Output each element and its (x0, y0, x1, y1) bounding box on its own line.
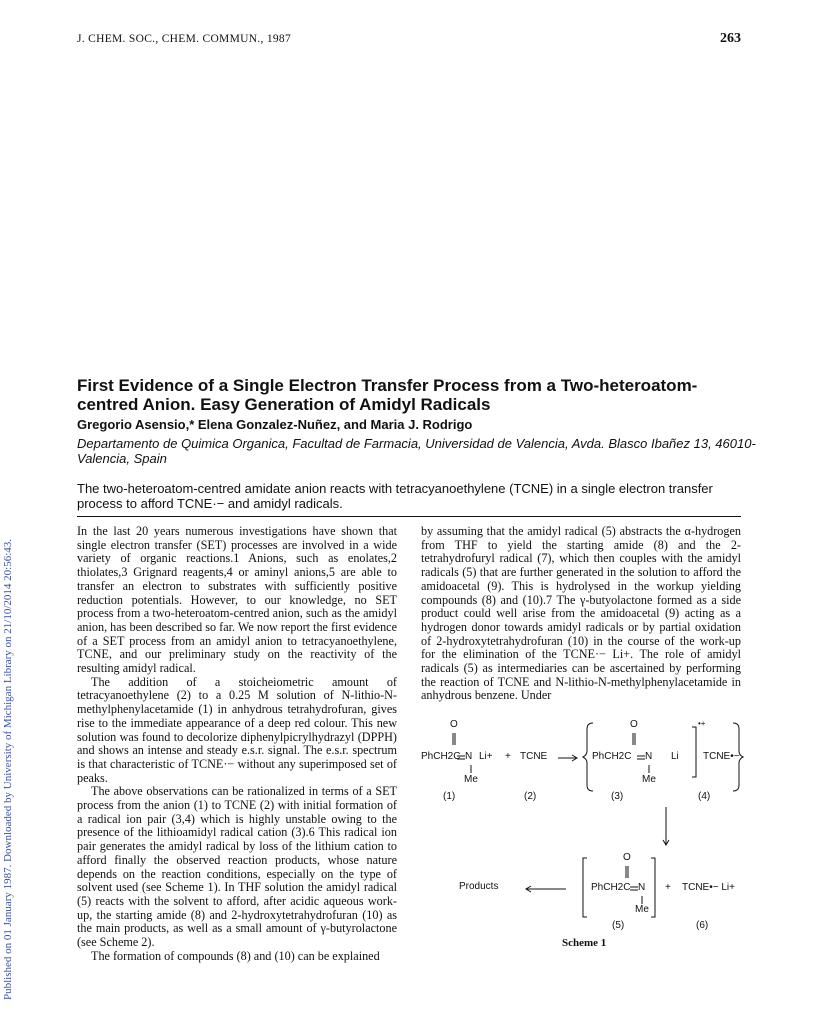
scheme-caption: Scheme 1 (562, 937, 607, 949)
nitrogen-atom: N (465, 751, 473, 762)
paragraph: The above observations can be rationalized in terms of a SET process from the anion (1) to TCNE (2) with initial formation of a radical ion pair (3,4) which is highly unstable owing to the presence of the lithioamidyl radical cation (3).6 This radical ion pair generates the amidyl radical by loss of the lithium cation to afford finally the observed reaction products, whose nature depends on the reaction conditions, especially on the type of solvent used (see Scheme 1). In THF solution the amidyl radical (5) reacts with the solvent to afford, after acidic aqueous work-up, the starting amide (8) and 2-hydroxytetrahydrofuran (10) as the main products, as well as a small amount of γ-butyrolactone (see Scheme 2). (77, 784, 397, 950)
intermediate-formula: PhCH2C (592, 751, 632, 762)
body-column-left (77, 525, 397, 964)
methyl-group: Me (464, 774, 478, 785)
methyl-group: Me (635, 904, 649, 915)
compound-number: (2) (524, 791, 537, 802)
oxygen-atom: O (623, 852, 631, 863)
nitrogen-atom: N (645, 751, 653, 762)
amidyl-radical-formula: PhCH2C (591, 882, 631, 893)
author-list: Gregorio Asensio,* Elena Gonzalez-Nuñez, and Maria J. Rodrigo (77, 417, 473, 432)
compound-number: (4) (698, 791, 711, 802)
compound-number: (6) (696, 920, 709, 931)
square-bracket (692, 727, 696, 777)
paragraph: The formation of compounds (8) and (10) can be explained (91, 948, 380, 963)
running-head: J. CHEM. SOC., CHEM. COMMUN., 1987 (77, 33, 292, 45)
page-number: 263 (720, 31, 741, 46)
oxygen-atom: O (630, 719, 638, 730)
compound-number: (1) (443, 791, 456, 802)
square-bracket (583, 858, 587, 917)
square-bracket (651, 858, 655, 917)
methyl-group: Me (642, 774, 656, 785)
plus-sign: + (665, 882, 671, 893)
reaction-scheme (421, 715, 751, 950)
paragraph: In the last 20 years numerous investigations have shown that single electron transfer (SET) processes are involved in a wide variety of organic reactions.1 Anions, such as enolates,2 thiolates,3 Grignard reagents,4 or aminyl anions,5 are able to transfer an electron to substrates with sufficiently positive reduction potentials. However, to our knowledge, no SET process from a two-heteroatom-centred anion, such as the amidyl anion, has been described so far. We now report the first evidence of a SET process from an amidyl anion to tetracyanoethylene, TCNE, and our preliminary study on the reactivity of the resulting amidyl radical. (77, 524, 397, 676)
paragraph: by assuming that the amidyl radical (5) abstracts the α-hydrogen from THF to yield the starting amide (8) and the 2-tetrahydrofuryl radical (7), which then couples with the amidyl radicals (5) that are further generated in the solution to afford the amidoacetal (9). This is hydrolysed in the workup yielding compounds (8) and (10).7 The γ-butyolactone formed as a side product could well arise from the amidoacetal (9) acting as a hydrogen donor towards amidyl radicals or by partial oxidation of 2-hydroxytetrahydrofuran (10) in the course of the work-up for the elimination of the TCNE·− Li+. The role of amidyl radicals (5) as intermediaries can be ascertained by performing the reaction of TCNE and N-lithio-N-methylphenylacetamide in anhydrous benzene. Under (421, 525, 741, 703)
plus-sign: + (505, 751, 511, 762)
paragraph: The addition of a stoicheiometric amount of tetracyanoethylene (2) to a 0.25 M solution of N-lithio-N-methylphenylacetamide (1) in anhydrous tetrahydrofuran, gives rise to the immediate appearance of a deep red colour. This new solution was found to decolorize diphenylpicrylhydrazyl (DPPH) and shows an intense and steady e.s.r. signal. The e.s.r. spectrum is that characteristic of TCNE·− without any superimposed set of peaks. (77, 674, 397, 785)
lithium-ion: Li+ (479, 751, 493, 762)
tcne-radical-anion: TCNE•− (703, 751, 740, 762)
oxygen-atom: O (450, 719, 458, 730)
lithium-symbol: Li (671, 751, 679, 762)
abstract: The two-heteroatom-centred amidate anion reacts with tetracyanoethylene (TCNE) in a single electron transfer process to afford TCNE·− and amidyl radicals. (77, 481, 713, 511)
products-label: Products (459, 881, 499, 892)
nitrogen-atom: N (638, 882, 646, 893)
body-column-right (421, 525, 741, 710)
affiliation: Departamento de Quimica Organica, Facultad de Farmacia, Universidad de Valencia, Avda. Blasco Ibañez 13, 46010-Valencia, Spain (77, 436, 756, 466)
scheme-drawing (421, 715, 751, 935)
radical-cation-charge: •+ (698, 719, 706, 728)
compound-number: (5) (612, 920, 625, 931)
reactant-formula: PhCH2C (421, 751, 461, 762)
download-notice: Published on 01 January 1987. Downloaded by University of Michigan Library on 21/10/2014 20:56:43. (2, 538, 14, 1000)
article-title: First Evidence of a Single Electron Transfer Process from a Two-heteroatom-centred Anion. Easy Generation of Amidyl Radicals (77, 376, 698, 414)
tcne-lithium-salt: TCNE•− Li+ (682, 882, 735, 893)
compound-number: (3) (611, 791, 624, 802)
section-divider (77, 516, 741, 517)
tcne-reagent: TCNE (520, 751, 548, 762)
